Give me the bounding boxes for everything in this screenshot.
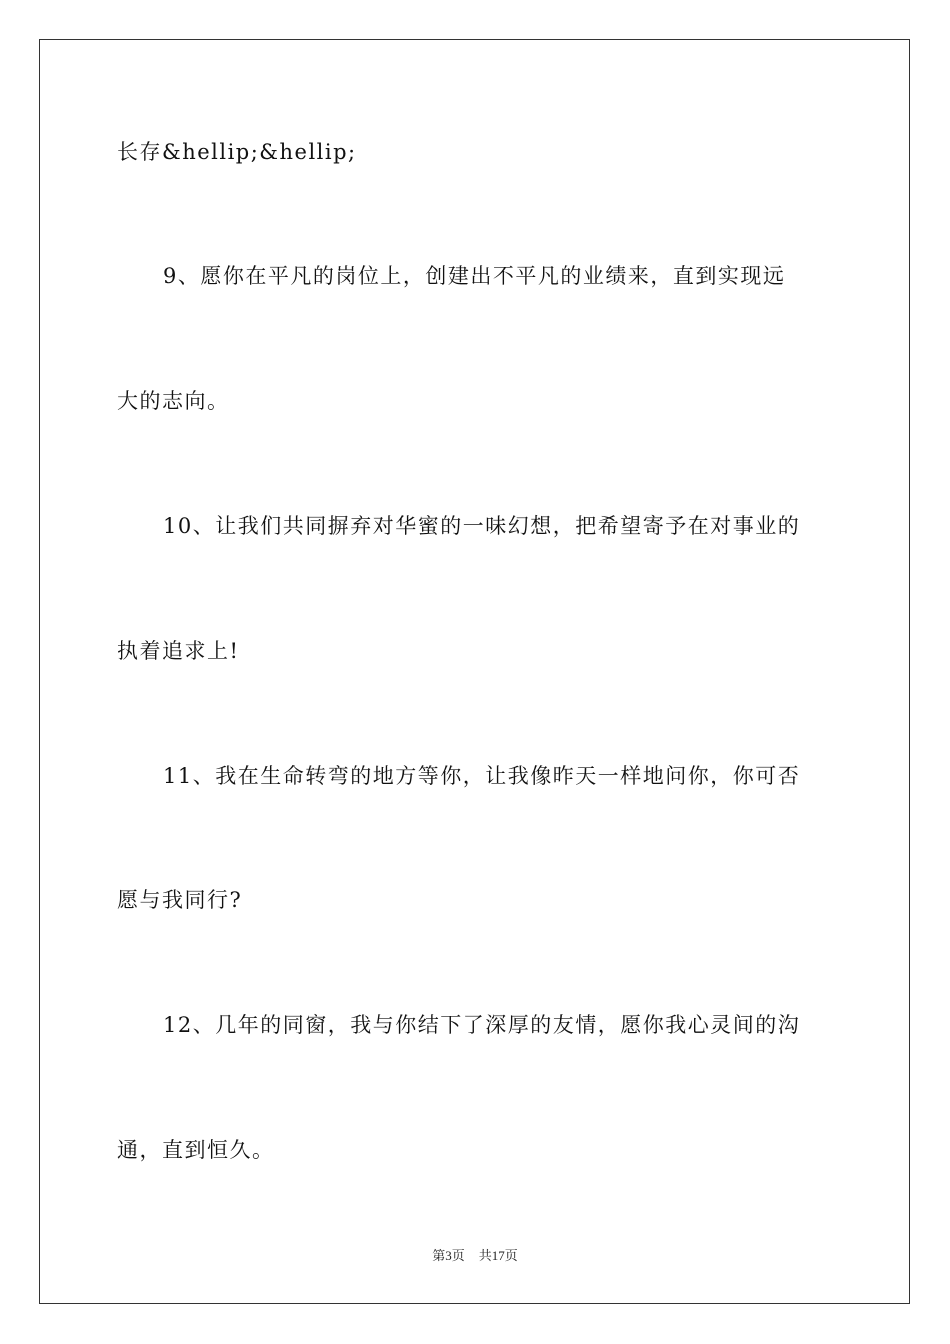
page-footer [0, 1247, 950, 1265]
text-line-9: 通，直到恒久。 [117, 1138, 275, 1162]
page-total: 共17页 [478, 1248, 518, 1263]
text-line-1: 长存&hellip;&hellip; [117, 140, 357, 164]
page-number: 第3页 [432, 1248, 465, 1263]
text-line-8: 12、几年的同窗，我与你结下了深厚的友情，愿你我心灵间的沟 [163, 1013, 801, 1037]
text-line-7: 愿与我同行? [117, 888, 243, 912]
text-line-4: 10、让我们共同摒弃对华蜜的一味幻想，把希望寄予在对事业的 [163, 514, 801, 538]
page-border [39, 39, 910, 1304]
text-line-2: 9、愿你在平凡的岗位上，创建出不平凡的业绩来，直到实现远 [163, 264, 786, 288]
text-line-6: 11、我在生命转弯的地方等你，让我像昨天一样地问你，你可否 [163, 764, 801, 788]
text-line-3: 大的志向。 [117, 389, 230, 413]
text-line-5: 执着追求上! [117, 639, 240, 663]
